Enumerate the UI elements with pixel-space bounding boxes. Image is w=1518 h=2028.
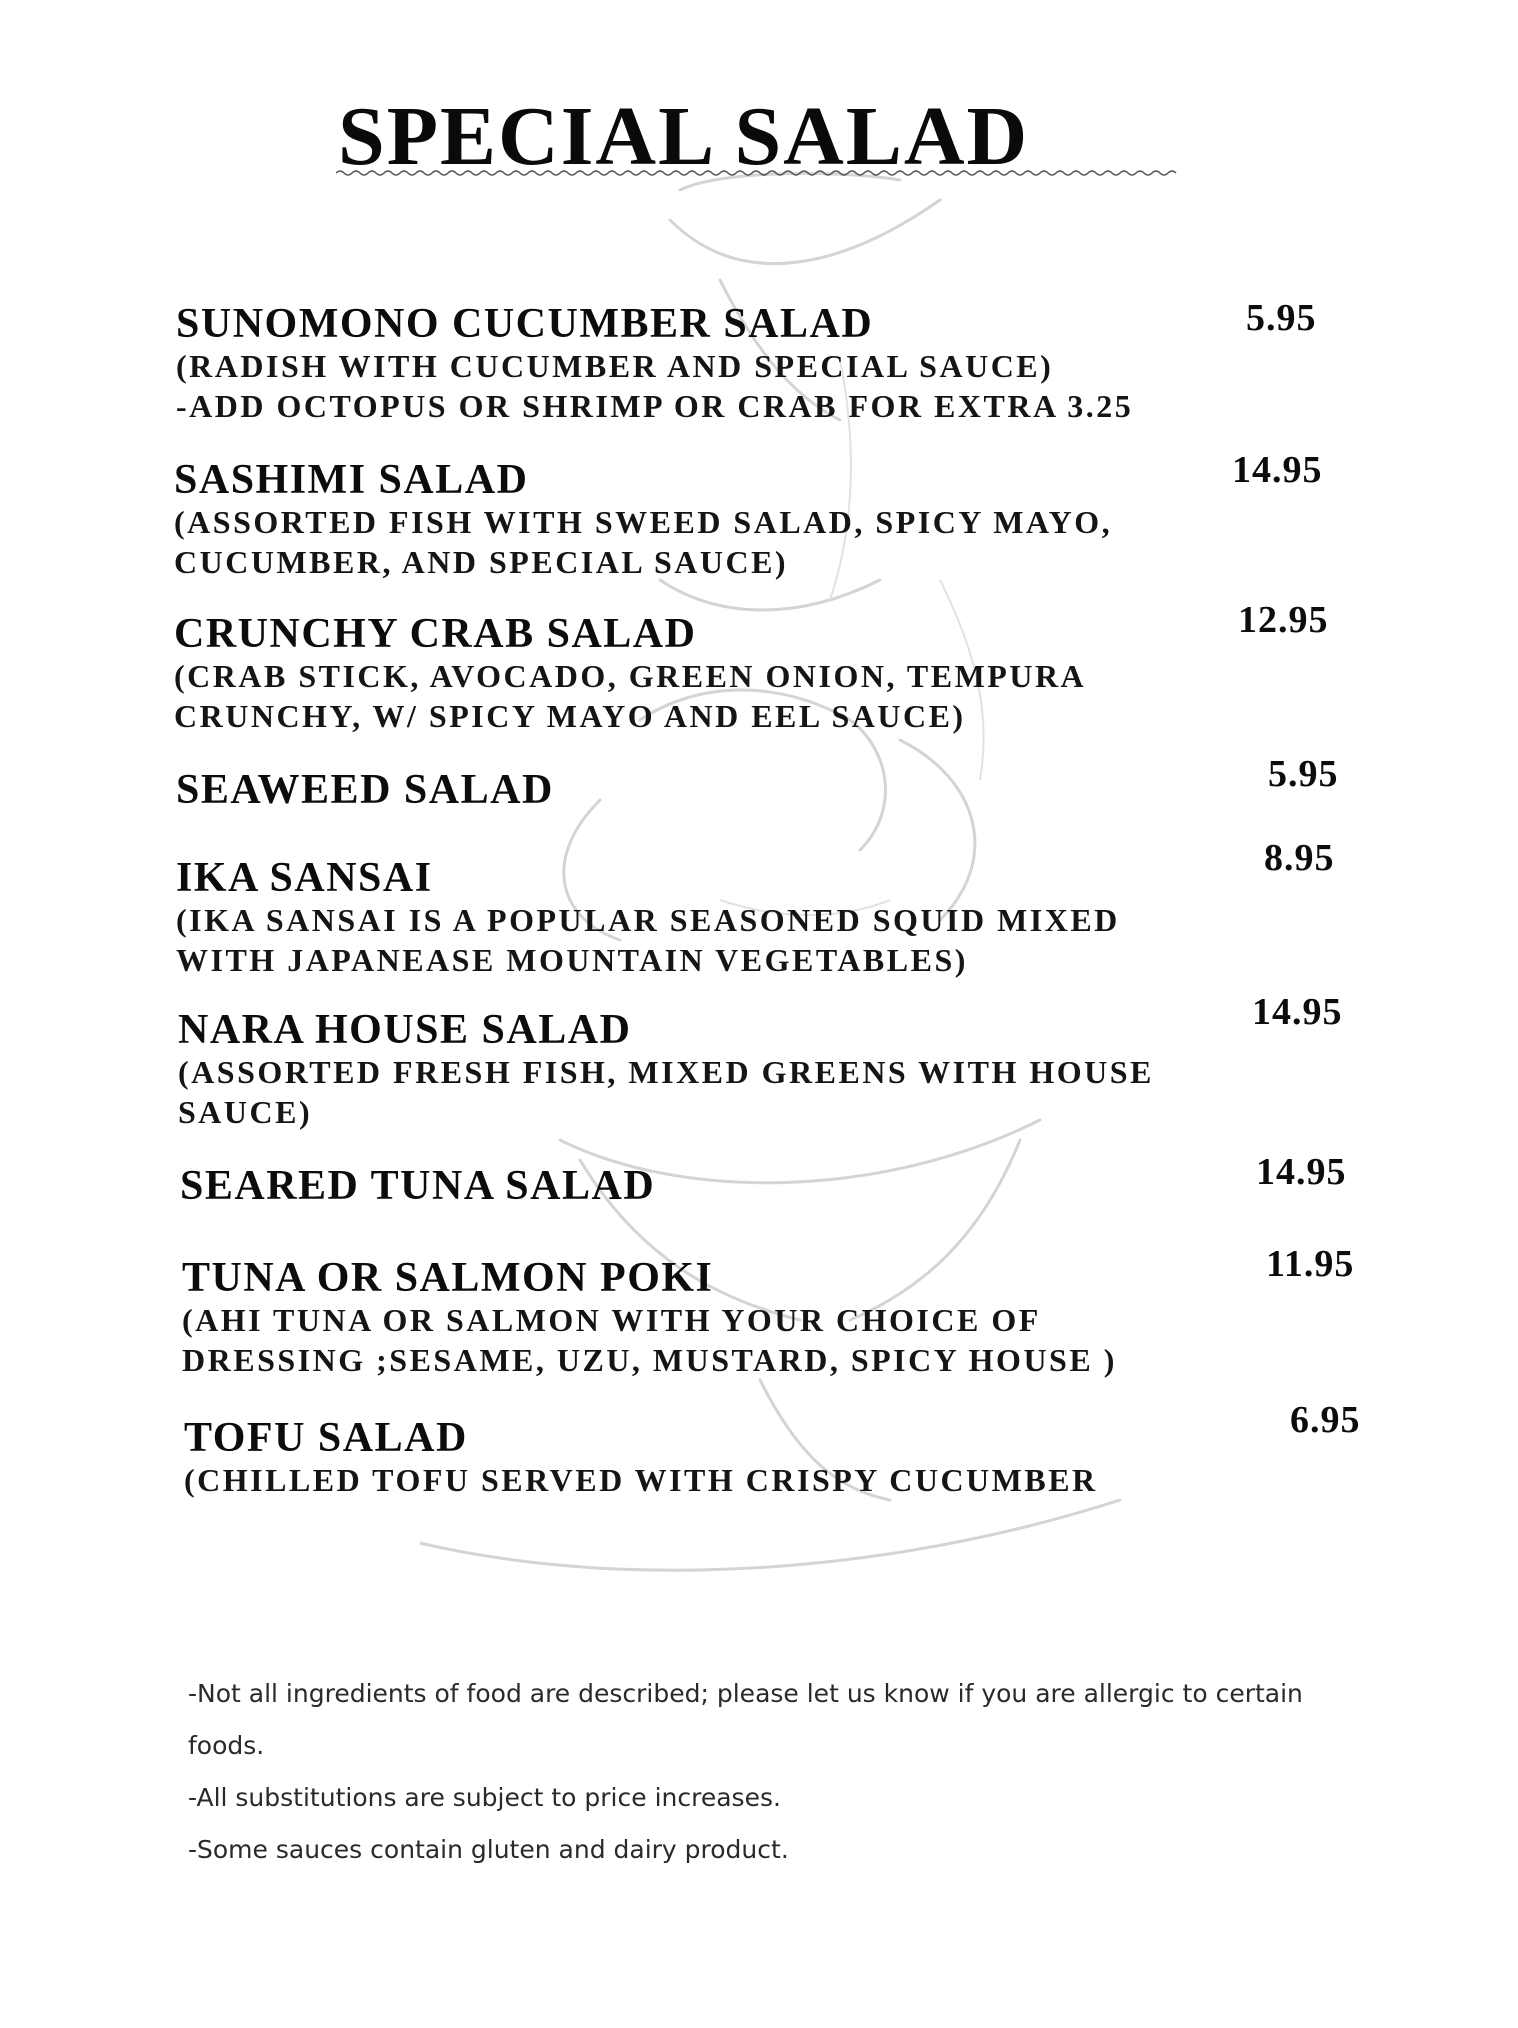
item-description: (AHI TUNA OR SALMON WITH YOUR CHOICE OF DRESSING ;SESAME, UZU, MUSTARD, SPICY HOUSE ) <box>182 1302 1117 1378</box>
item-name: SEARED TUNA SALAD <box>180 1163 656 1209</box>
menu-item <box>176 302 1133 426</box>
menu-item <box>174 458 1112 582</box>
item-description: (CHILLED TOFU SERVED WITH CRISPY CUCUMBER <box>184 1462 1098 1498</box>
menu-item <box>176 856 1120 980</box>
menu-item <box>184 1416 1098 1500</box>
page-title: SPECIAL SALAD <box>338 90 1030 183</box>
item-description: (ASSORTED FRESH FISH, MIXED GREENS WITH HOUSE SAUCE) <box>178 1054 1154 1130</box>
item-name: CRUNCHY CRAB SALAD <box>174 611 697 657</box>
menu-item <box>180 1164 655 1208</box>
menu-item <box>176 768 554 812</box>
item-name: TOFU SALAD <box>184 1415 468 1461</box>
item-name: SASHIMI SALAD <box>174 457 529 503</box>
item-price: 5.95 <box>1246 297 1317 339</box>
item-price: 14.95 <box>1256 1151 1347 1193</box>
item-price: 11.95 <box>1266 1243 1355 1285</box>
title-underline <box>336 168 1180 178</box>
item-name: SUNOMONO CUCUMBER SALAD <box>176 301 874 347</box>
item-description: (IKA SANSAI IS A POPULAR SEASONED SQUID MIXED WITH JAPANEASE MOUNTAIN VEGETABLES) <box>176 902 1120 978</box>
item-name: SEAWEED SALAD <box>176 767 554 813</box>
menu-item <box>178 1008 1154 1132</box>
item-price: 8.95 <box>1264 837 1335 879</box>
item-name: NARA HOUSE SALAD <box>178 1007 632 1053</box>
menu-item <box>182 1256 1117 1380</box>
item-description: (ASSORTED FISH WITH SWEED SALAD, SPICY MAYO, CUCUMBER, AND SPECIAL SAUCE) <box>174 504 1113 580</box>
item-price: 6.95 <box>1290 1399 1361 1441</box>
item-price: 14.95 <box>1232 449 1323 491</box>
item-name: TUNA OR SALMON POKI <box>182 1255 714 1301</box>
item-name: IKA SANSAI <box>176 855 433 901</box>
menu-item <box>174 612 1086 736</box>
item-price: 5.95 <box>1268 753 1339 795</box>
allergy-notes <box>188 1668 1368 1876</box>
item-description: (RADISH WITH CUCUMBER AND SPECIAL SAUCE) -ADD OCTOPUS OR SHRIMP OR CRAB FOR EXTRA 3.25 <box>176 348 1134 424</box>
item-price: 12.95 <box>1238 599 1329 641</box>
note-gluten-dairy: -Some sauces contain gluten and dairy product. <box>188 1835 789 1864</box>
note-ingredients: -Not all ingredients of food are described; please let us know if you are allergic to certain foods. <box>188 1679 1303 1760</box>
note-substitutions: -All substitutions are subject to price increases. <box>188 1783 781 1812</box>
item-price: 14.95 <box>1252 991 1343 1033</box>
item-description: (CRAB STICK, AVOCADO, GREEN ONION, TEMPURA CRUNCHY, W/ SPICY MAYO AND EEL SAUCE) <box>174 658 1087 734</box>
